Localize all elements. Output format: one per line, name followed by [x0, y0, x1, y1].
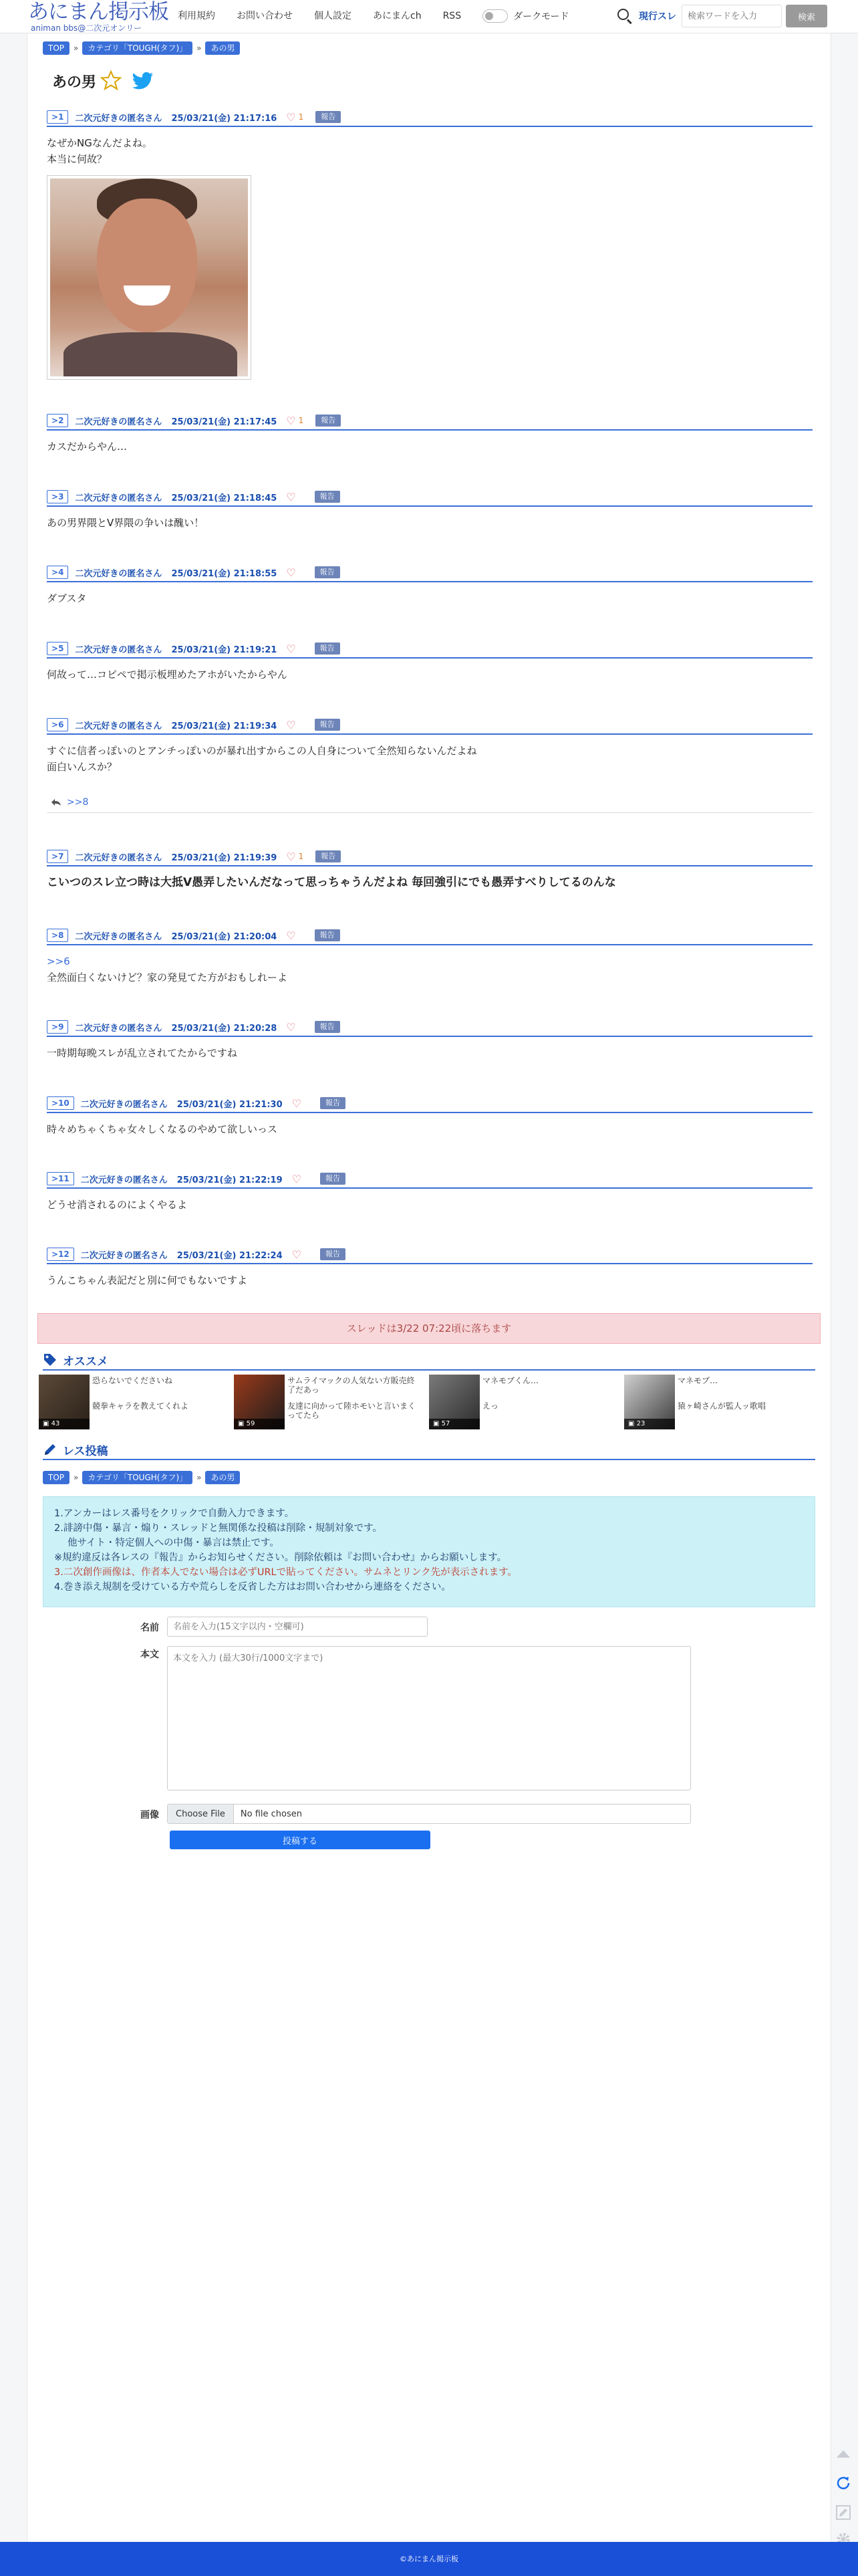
breadcrumb	[43, 41, 240, 55]
heart-icon[interactable]: ♡	[291, 1248, 301, 1261]
image-file-input[interactable]	[167, 1804, 691, 1824]
post	[47, 927, 813, 985]
post-line: すぐに信者っぽいのとアンチっぽいのが暴れ出すからこの人自身について全然知らないんだよね	[47, 745, 477, 757]
report-button[interactable]: 報告	[315, 1021, 340, 1033]
recommend-title[interactable]: マネモブくん…	[482, 1376, 539, 1385]
nav-terms[interactable]: 利用規約	[178, 11, 215, 21]
heart-icon[interactable]: ♡	[286, 850, 296, 863]
name-label: 名前	[140, 1623, 159, 1633]
recommend-title[interactable]: マネモブ…	[678, 1376, 718, 1385]
site-header	[0, 0, 858, 33]
poster-name: 二次元好きの匿名さん	[75, 417, 162, 427]
pencil-icon	[835, 2504, 851, 2521]
poster-name: 二次元好きの匿名さん	[75, 931, 162, 942]
post	[47, 716, 813, 775]
post-date: 25/03/21(金) 21:18:55	[171, 568, 277, 579]
post-number-button[interactable]: >7	[47, 850, 68, 863]
arrow-up-icon	[836, 2449, 851, 2458]
post-body	[47, 1264, 813, 1288]
post-line: うんこちゃん表記だと別に何でもないですよ	[47, 1274, 248, 1286]
dark-mode-label: ダークモード	[513, 11, 569, 22]
report-button[interactable]: 報告	[315, 415, 341, 427]
pen-icon	[43, 1442, 57, 1457]
poster-name: 二次元好きの匿名さん	[80, 1175, 168, 1185]
toggle-switch-icon[interactable]	[482, 9, 508, 23]
search-scope-label[interactable]: 現行スレ	[639, 11, 676, 22]
reply-bar	[47, 793, 813, 813]
heart-icon[interactable]: ♡	[291, 1096, 301, 1110]
post-number-button[interactable]: >2	[47, 414, 68, 427]
breadcrumb-current[interactable]: あの男	[205, 41, 240, 55]
poster-name: 二次元好きの匿名さん	[80, 1250, 168, 1261]
heart-icon[interactable]: ♡	[286, 929, 296, 942]
post-header	[47, 412, 813, 431]
breadcrumb-current[interactable]: あの男	[205, 1471, 240, 1484]
report-button[interactable]: 報告	[315, 642, 340, 655]
post	[47, 1094, 813, 1137]
post-header	[47, 108, 813, 127]
thread-expiry-notice: スレッドは3/22 07:22頃に落ちます	[37, 1313, 821, 1344]
post-number-button[interactable]: >11	[47, 1172, 74, 1185]
anchor-link[interactable]: >>6	[47, 955, 70, 967]
reload-icon	[835, 2474, 852, 2492]
post-body	[47, 735, 813, 775]
heart-icon[interactable]: ♡	[286, 490, 296, 503]
report-button[interactable]: 報告	[315, 566, 340, 578]
post-date: 25/03/21(金) 21:19:21	[171, 645, 277, 655]
site-footer: ©あにまん掲示板	[0, 2542, 858, 2576]
body-label: 本文	[140, 1649, 159, 1660]
logo-sub-text: animan bbs@二次元オンリー	[31, 23, 142, 33]
comment-count: ▣ 23	[624, 1419, 675, 1429]
nav-animanch[interactable]: あにまんch	[373, 11, 422, 21]
recommend-title[interactable]: サムライマックの人気ない方販売終了だあっ	[287, 1376, 415, 1395]
breadcrumb	[43, 1471, 240, 1484]
recommend-thumbnail[interactable]	[39, 1375, 90, 1429]
tag-icon	[43, 1353, 57, 1367]
report-button[interactable]: 報告	[315, 111, 341, 123]
recommend-heading	[43, 1351, 815, 1371]
comment-count: ▣ 59	[234, 1419, 285, 1429]
post-number-button[interactable]: >3	[47, 490, 68, 503]
post-body	[47, 507, 813, 531]
rule-line: 2.誹謗中傷・暴言・煽り・スレッドと無関係な投稿は削除・規制対象です。	[54, 1523, 383, 1534]
image-label: 画像	[140, 1810, 159, 1821]
recommend-title[interactable]: 猿ヶ崎さんが監人ッ歌唱	[678, 1401, 766, 1411]
post-header	[47, 1170, 813, 1189]
post-date: 25/03/21(金) 21:20:04	[171, 931, 277, 942]
post-date: 25/03/21(金) 21:18:45	[171, 493, 277, 503]
report-button[interactable]: 報告	[320, 1248, 345, 1260]
recommend-item[interactable]	[39, 1375, 226, 1429]
rule-line: 3.二次創作画像は、作者本人でない場合は必ずURLで貼ってください。サムネとリンク先が表示されます。	[54, 1567, 517, 1578]
report-button[interactable]: 報告	[315, 850, 341, 862]
heart-icon[interactable]: ♡	[286, 718, 296, 731]
scroll-top-button[interactable]	[831, 2442, 855, 2466]
post-number-button[interactable]: >12	[47, 1248, 74, 1261]
poster-name: 二次元好きの匿名さん	[75, 113, 162, 124]
rule-line: 4.巻き添え規制を受けている方や荒らしを反省した方はお問い合わせから連絡をください。	[54, 1582, 451, 1593]
breadcrumb-separator: »	[196, 43, 202, 53]
post-number-button[interactable]: >1	[47, 110, 68, 124]
post-date: 25/03/21(金) 21:22:24	[176, 1250, 283, 1261]
post	[47, 108, 813, 380]
post-image-photo	[50, 179, 248, 376]
post-line: 時々めちゃくちゃ女々しくなるのやめて欲しいっス	[47, 1123, 278, 1135]
rule-line: 他サイト・特定個人への中傷・暴言は禁止です。	[67, 1538, 279, 1548]
thread-title: あの男	[52, 74, 97, 91]
post	[47, 412, 813, 455]
recommend-item[interactable]	[234, 1375, 421, 1429]
recommend-thumbnail[interactable]	[234, 1375, 285, 1429]
post-body	[47, 1113, 813, 1137]
report-button[interactable]: 報告	[320, 1097, 345, 1109]
post-number-button[interactable]: >8	[47, 929, 68, 942]
post-date: 25/03/21(金) 21:17:16	[171, 113, 277, 124]
post-number-button[interactable]: >10	[47, 1096, 74, 1110]
heart-icon[interactable]: ♡	[286, 566, 296, 579]
recommend-title[interactable]: えっ	[482, 1401, 499, 1411]
recommend-thumbnail[interactable]	[429, 1375, 480, 1429]
post-body	[47, 582, 813, 606]
search-input[interactable]	[682, 5, 782, 27]
post-header	[47, 564, 813, 582]
reply-link-text[interactable]: >>8	[67, 797, 89, 808]
post-date: 25/03/21(金) 21:17:45	[171, 417, 277, 427]
post-line: 本当に何故？	[47, 153, 108, 165]
recommend-title[interactable]: 恐らないでくださいね	[92, 1376, 173, 1385]
nav-rss[interactable]: RSS	[442, 11, 462, 21]
post-header	[47, 1018, 813, 1037]
poster-name: 二次元好きの匿名さん	[75, 852, 162, 863]
heart-icon[interactable]: ♡	[286, 642, 296, 655]
reply-arrow-icon	[51, 798, 61, 806]
write-button[interactable]	[831, 2500, 855, 2525]
search-icon	[616, 7, 633, 25]
recommend-heading-text: オススメ	[63, 1355, 108, 1369]
main-nav	[178, 9, 569, 23]
nav-contact[interactable]: お問い合わせ	[237, 11, 293, 21]
recommend-thumbnail[interactable]	[624, 1375, 675, 1429]
post-form-heading	[43, 1440, 815, 1460]
post-number-button[interactable]: >6	[47, 718, 68, 731]
twitter-share-icon[interactable]	[132, 71, 154, 91]
post-line: こいつのスレ立つ時は大抵V愚弄したいんだなって思っちゃうんだよね 毎回強引にでも愚弄すべりしてるのんな	[47, 876, 616, 889]
post-date: 25/03/21(金) 21:19:34	[171, 721, 277, 731]
poster-name: 二次元好きの匿名さん	[80, 1099, 168, 1110]
post-body	[47, 1189, 813, 1213]
breadcrumb-separator: »	[74, 43, 79, 53]
post-header	[47, 1094, 813, 1113]
name-field[interactable]	[167, 1617, 428, 1637]
post	[47, 1170, 813, 1213]
search-button[interactable]: 検索	[786, 5, 827, 27]
post-line: 全然面白くないけど？家の発見てた方がおもしれーよ	[47, 971, 288, 983]
post-line: なぜかNGなんだよね。	[47, 137, 152, 149]
post-body	[47, 659, 813, 683]
post-header	[47, 1246, 813, 1264]
report-button[interactable]: 報告	[315, 719, 340, 731]
post	[47, 640, 813, 683]
file-status-text: No file chosen	[240, 1808, 302, 1819]
search-bar	[616, 4, 830, 28]
breadcrumb-top[interactable]: TOP	[43, 41, 69, 55]
like-count: 1	[298, 112, 304, 122]
rule-line: 1.アンカーはレス番号をクリックで自動入力できます。	[54, 1508, 295, 1519]
heart-icon[interactable]: ♡	[291, 1172, 301, 1185]
reply-link[interactable]	[51, 797, 88, 808]
post-form-heading-text: レス投稿	[63, 1444, 108, 1458]
poster-name: 二次元好きの匿名さん	[75, 568, 162, 579]
post	[47, 564, 813, 606]
post-number-button[interactable]: >9	[47, 1020, 68, 1034]
poster-name: 二次元好きの匿名さん	[75, 493, 162, 503]
post-date: 25/03/21(金) 21:19:39	[171, 852, 277, 863]
post-number-button[interactable]: >4	[47, 566, 68, 579]
choose-file-button[interactable]: Choose File	[168, 1804, 234, 1823]
post-header	[47, 488, 813, 507]
post-header	[47, 640, 813, 659]
breadcrumb-category[interactable]: カテゴリ「TOUGH(タフ)」	[82, 1471, 192, 1484]
heart-icon[interactable]: ♡	[286, 414, 296, 427]
breadcrumb-separator: »	[196, 1473, 202, 1482]
post-line: どうせ消されるのによくやるよ	[47, 1199, 188, 1211]
like-count: 1	[298, 852, 304, 861]
recommend-title[interactable]: 友達に向かって陸ホモいと言いまくってたら	[287, 1401, 416, 1420]
post-body	[47, 866, 813, 891]
body-textarea[interactable]	[167, 1646, 691, 1790]
reload-button[interactable]	[831, 2471, 855, 2495]
post-header	[47, 927, 813, 945]
post-number-button[interactable]: >5	[47, 642, 68, 655]
post-line: ダブスタ	[47, 592, 87, 604]
post	[47, 848, 813, 891]
recommend-item[interactable]	[429, 1375, 616, 1429]
report-button[interactable]: 報告	[320, 1173, 345, 1185]
post-line: 面白いんスか？	[47, 761, 118, 773]
breadcrumb-top[interactable]: TOP	[43, 1471, 69, 1484]
logo-main-text: あにまん掲示板	[28, 0, 168, 24]
post-body	[47, 945, 813, 985]
favorite-star-icon[interactable]	[100, 70, 122, 91]
post-date: 25/03/21(金) 21:21:30	[176, 1099, 283, 1110]
post-line: カスだからやん…	[47, 441, 128, 453]
post-body	[47, 431, 813, 455]
comment-count: ▣ 43	[39, 1419, 90, 1429]
breadcrumb-separator: »	[74, 1473, 79, 1482]
post-line: 一時期毎晩スレが乱立されてたからですね	[47, 1047, 237, 1059]
post-body	[47, 1037, 813, 1061]
post-header	[47, 716, 813, 735]
heart-icon[interactable]: ♡	[286, 1020, 296, 1034]
post-body	[47, 127, 813, 380]
nav-settings[interactable]: 個人設定	[314, 11, 351, 21]
recommend-item[interactable]	[624, 1375, 811, 1429]
posting-rules	[43, 1496, 815, 1607]
breadcrumb-category[interactable]: カテゴリ「TOUGH(タフ)」	[82, 41, 192, 55]
post-line: あの男界隈とV界隈の争いは醜い！	[47, 517, 204, 529]
post	[47, 1246, 813, 1288]
heart-icon[interactable]: ♡	[286, 110, 296, 124]
submit-post-button[interactable]: 投稿する	[170, 1831, 430, 1849]
post-line: 何故って…コピペで掲示板埋めたアホがいたからやん	[47, 669, 287, 681]
post	[47, 488, 813, 531]
post	[47, 1018, 813, 1061]
report-button[interactable]: 報告	[315, 929, 340, 941]
dark-mode-toggle[interactable]	[482, 9, 569, 23]
post-image[interactable]	[47, 175, 251, 380]
post-header	[47, 848, 813, 866]
rule-line: ※規約違反は各レスの『報告』からお知らせください。削除依頼は『お問い合わせ』からお願いします。	[54, 1552, 507, 1563]
poster-name: 二次元好きの匿名さん	[75, 1023, 162, 1034]
poster-name: 二次元好きの匿名さん	[75, 721, 162, 731]
comment-count: ▣ 57	[429, 1419, 480, 1429]
recommend-title[interactable]: 競拳キャラを教えてくれよ	[92, 1401, 189, 1411]
site-logo[interactable]	[28, 0, 168, 33]
poster-name: 二次元好きの匿名さん	[75, 645, 162, 655]
post-date: 25/03/21(金) 21:22:19	[176, 1175, 283, 1185]
like-count: 1	[298, 416, 304, 425]
post-date: 25/03/21(金) 21:20:28	[171, 1023, 277, 1034]
report-button[interactable]: 報告	[315, 491, 340, 503]
